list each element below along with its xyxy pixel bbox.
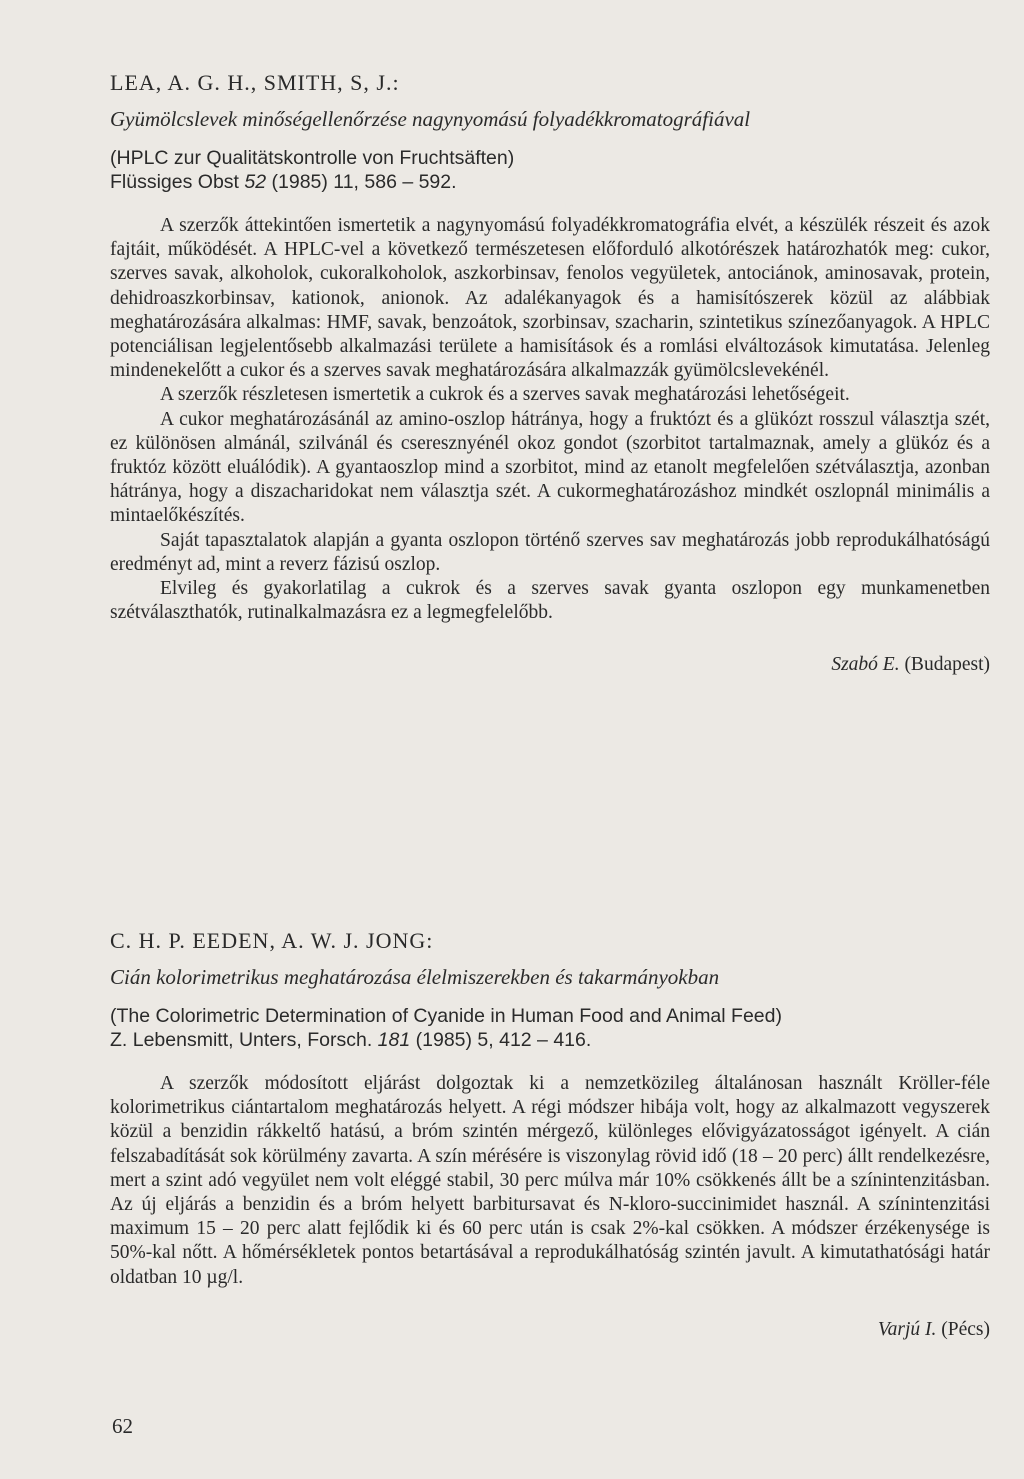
source-volume: 181: [377, 1029, 411, 1051]
source-citation: [110, 170, 990, 194]
abstract-paragraph: A cukor meghatározásánál az amino-oszlop hátránya, hogy a fruktózt és a glükózt rosszul választja szét, ez különösen almánál, szilvánál és cseresznyénél okoz gondot (szorbitot tartalmaznak, amely a glükóz és a fruktóz között eluálódik). A gyantaoszlop mind a szorbitot, mind az etanolt megfelelően szétválasztja, azonban hátránya, hogy a diszacharidokat nem választja szét. A cukormeghatározáshoz mindkét oszlopnál minimális a mintaelőkészítés.: [110, 408, 990, 527]
reviewer-place: (Pécs): [936, 1318, 990, 1340]
source-citation: [110, 1028, 990, 1052]
abstract-paragraph: Elvileg és gyakorlatilag a cukrok és a szerves savak gyanta oszlopon egy munkamenetben szétválaszthatók, rutinalkalmazásra ez a legmegfelelőbb.: [110, 578, 990, 624]
abstract-authors: LEA, A. G. H., SMITH, S, J.:: [110, 70, 400, 95]
source-issue-pages: (1985) 11, 586 – 592.: [266, 171, 457, 193]
source-issue-pages: (1985) 5, 412 – 416.: [410, 1029, 592, 1051]
abstract-lea-smith: [110, 70, 990, 677]
source-volume: 52: [244, 171, 267, 193]
original-title: (HPLC zur Qualitätskontrolle von Fruchtsäften): [110, 147, 515, 169]
abstract-paragraph: A szerzők módosított eljárást dolgoztak ki a nemzetközileg általánosan használt Kröller-féle kolorimetrikus ciántartalom meghatározás helyett. A régi módszer hibája volt, hogy az alkalmazott vegyszerek közül a benzidin rákkeltő hatású, a bróm szintén mérgező, különleges elővigyázatosságot igényelt. A cián felszabadítását sok körülmény zavarta. A szín mérésére is viszonylag rövid idő (18 – 20 perc) állt rendelkezésre, mert a szint adó vegyület nem volt eléggé stabil, 30 perc múlva már 10% csökkenés állt be a színintenzitásban. Az új eljárás a benzidin és a bróm helyett barbitursavat és N-kloro-succinimidet használ. A színintenzitási maximum 15 – 20 perc alatt fejlődik ki és 60 perc után is csak 2%-kal csökken. A módszer érzékenysége is 50%-kal nőtt. A hőmérsékletek pontos betartásával a reprodukálhatóság szintén javult. A kimutathatósági határ oldatban 10 µg/l.: [110, 1073, 990, 1288]
abstract-paragraph: A szerzők áttekintően ismertetik a nagynyomású folyadékkromatográfia elvét, a készülék részeit és azok fajtáit, működését. A HPLC-vel a következő természetesen előforduló alkotórészek határozhatók meg: cukor, szerves savak, alkoholok, cukoralkoholok, aszkorbinsav, fenolos vegyületek, antociánok, aminosavak, protein, dehidroaszkorbinsav, kationok, anionok. Az adalékanyagok és a hamisítószerek közül az alábbiak meghatározására alkalmas: HMF, savak, benzoátok, szorbinsav, szacharin, szintetikus színezőanyagok. A HPLC potenciálisan legjelentősebb alkalmazási területe a hamisítások és a romlási elváltozások kimutatása. Jelenleg mindenekelőtt a cukor és a szerves savak meghatározására alkalmazzák gyümölcslevekénél.: [110, 215, 990, 382]
reviewer-place: (Budapest): [899, 654, 990, 676]
abstract-title-hungarian: Gyümölcslevek minőségellenőrzése nagynyomású folyadékkromatográfiával: [110, 107, 751, 131]
abstract-title-hungarian: Cián kolorimetrikus meghatározása élelmiszerekben és takarmányokban: [110, 965, 720, 989]
abstract-eeden-jong: [110, 928, 990, 1342]
original-title: (The Colorimetric Determination of Cyanide in Human Food and Animal Feed): [110, 1005, 782, 1027]
abstract-paragraph: Saját tapasztalatok alapján a gyanta oszlopon történő szerves sav meghatározás jobb reprodukálhatóságú eredményt ad, mint a reverz fázisú oszlop.: [110, 529, 990, 575]
reference-block: [110, 146, 990, 194]
page-number: 62: [112, 1414, 133, 1438]
abstract-authors: C. H. P. EEDEN, A. W. J. JONG:: [110, 928, 434, 953]
source-journal: Z. Lebensmitt, Unters, Forsch.: [110, 1029, 378, 1051]
abstract-body: [110, 214, 990, 625]
reviewer-signature: [110, 653, 990, 677]
reference-block: [110, 1004, 990, 1052]
abstract-paragraph: A szerzők részletesen ismertetik a cukrok és a szerves savak meghatározási lehetőségeit.: [160, 384, 850, 406]
abstract-body: [110, 1072, 990, 1290]
source-journal: Flüssiges Obst: [110, 171, 245, 193]
reviewer-name: Varjú I.: [877, 1318, 937, 1340]
reviewer-signature: [110, 1318, 990, 1342]
reviewer-name: Szabó E.: [831, 654, 900, 676]
